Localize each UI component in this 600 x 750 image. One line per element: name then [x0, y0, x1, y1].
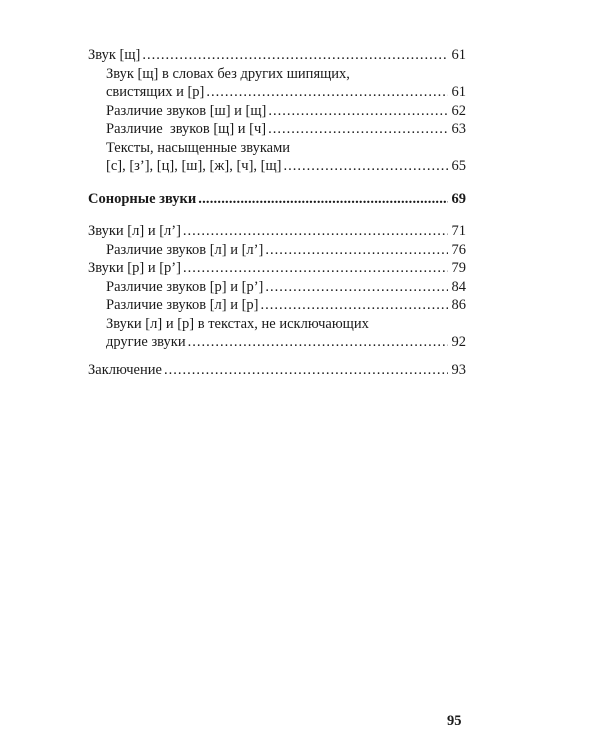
toc-entry-page: 76	[451, 241, 466, 258]
dot-leader	[198, 190, 448, 209]
toc-entry-page: 63	[451, 121, 466, 137]
page-number: 95	[447, 713, 462, 729]
toc-entry-razl-sch-ch	[88, 120, 466, 139]
toc-entry-title-line: Тексты, насыщенные звуками	[106, 139, 291, 156]
dot-leader	[268, 102, 448, 121]
toc-entry-title: [с], [з’], [ц], [ш], [ж], [ч], [щ]	[106, 158, 282, 174]
toc-entry-zvuk-sch-bez	[88, 83, 466, 102]
dot-leader	[183, 222, 448, 241]
toc-entry-zvuki-r	[88, 259, 466, 278]
toc-entry-page: 71	[451, 223, 466, 239]
toc-entry-title: другие звуки	[106, 334, 186, 350]
toc-entry-title: Заключение	[88, 361, 162, 378]
toc-entry-title: свистящих и [р]	[106, 84, 205, 100]
toc-entry-razl-l-l	[88, 241, 466, 260]
toc-entry-page: 61	[451, 47, 466, 63]
toc-entry-page: 93	[451, 361, 466, 378]
dot-leader	[268, 120, 448, 139]
toc-entry-razl-r-r	[88, 278, 466, 297]
toc-entry-razl-sh-sch	[88, 102, 466, 121]
dot-leader	[206, 83, 448, 102]
toc-entry-teksty	[88, 157, 466, 176]
dot-leader	[261, 296, 448, 315]
dot-leader	[142, 46, 448, 65]
toc-entry-title: Различие звуков [р] и [р’]	[106, 278, 264, 295]
table-of-contents	[88, 46, 466, 379]
toc-entry-title: Звуки [р] и [р’]	[88, 260, 181, 276]
toc-entry-title: Различие звуков [л] и [л’]	[106, 241, 264, 258]
toc-entry-zakl	[88, 361, 466, 380]
toc-entry-zvuk-sch	[88, 46, 466, 65]
toc-entry-title: Различие звуков [л] и [р]	[106, 297, 259, 313]
toc-section-title: Сонорные звуки	[88, 190, 197, 207]
toc-entry-title-line: Звуки [л] и [р] в текстах, не исключающих	[106, 315, 369, 332]
dot-leader	[183, 259, 448, 278]
toc-entry-razl-l-r	[88, 296, 466, 315]
dot-leader	[284, 157, 449, 176]
toc-entry-page: 69	[451, 190, 466, 207]
toc-entry-page: 84	[451, 278, 466, 295]
dot-leader	[265, 241, 448, 260]
dot-leader	[164, 361, 448, 380]
toc-entry-zvuki-l	[88, 222, 466, 241]
dot-leader	[188, 333, 448, 352]
toc-entry-title: Различие звуков [щ] и [ч]	[106, 121, 267, 137]
toc-entry-page: 61	[451, 84, 466, 100]
toc-entry-title: Звуки [л] и [л’]	[88, 223, 181, 239]
toc-entry-page: 86	[451, 297, 466, 313]
toc-entry-zvuki-l-r-tekst	[88, 333, 466, 352]
toc-entry-page: 65	[451, 158, 466, 174]
toc-entry-page: 92	[451, 334, 466, 350]
toc-entry-title: Различие звуков [ш] и [щ]	[106, 102, 267, 119]
toc-entry-title-line: Звук [щ] в словах без других шипящих,	[106, 65, 350, 82]
dot-leader	[265, 278, 448, 297]
toc-entry-page: 62	[451, 102, 466, 119]
toc-entry-page: 79	[451, 260, 466, 276]
toc-section-sonornye	[88, 190, 466, 209]
toc-entry-title: Звук [щ]	[88, 47, 141, 63]
